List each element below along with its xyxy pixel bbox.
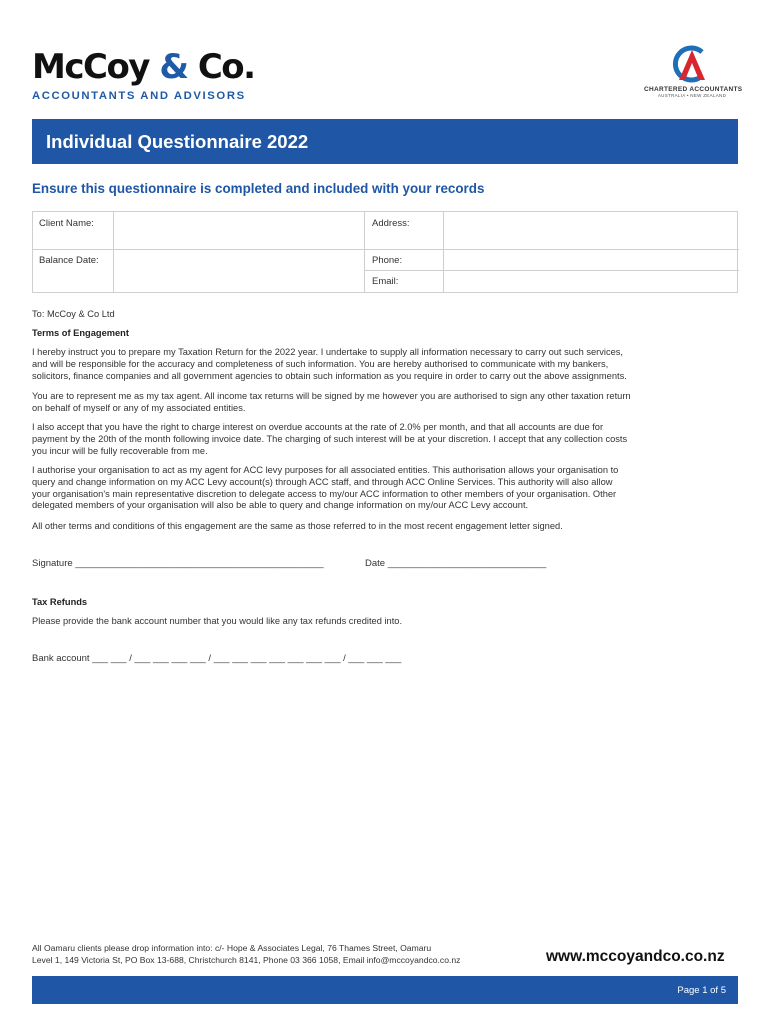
text-line: query and change information on my ACC Levy account(s) through ACC staff, and through ACC Online Services. This authority will also allow (32, 476, 613, 487)
title-bar (32, 119, 738, 164)
mccoy-logo (32, 48, 255, 102)
balance-date-label: Balance Date: (39, 255, 99, 266)
brand-prefix: McCoy (32, 47, 149, 87)
terms-heading: Terms of Engagement (32, 328, 129, 338)
chartered-accountants-logo (644, 44, 743, 98)
text-line: I authorise your organisation to act as my agent for ACC levy purposes for all associated entities. This authorisation allows your organisation to (32, 465, 619, 475)
ca-logo-name: CHARTERED ACCOUNTANTS (644, 86, 743, 93)
bank-account-field[interactable]: ___ ___ / ___ ___ ___ ___ / ___ ___ ___ ___ ___ ___ ___ / ___ ___ ___ (92, 653, 402, 664)
signature-row (32, 558, 324, 569)
bank-account-label: Bank account (32, 653, 90, 664)
addressee: To: McCoy & Co Ltd (32, 309, 115, 319)
text-line: delegated members of your organisation will also be able to query and change information on my/our ACC Levy account. (32, 500, 529, 511)
text-line: and will be responsible for the accuracy and completeness of such information. You are hereby authorised to communicate with my bankers, (32, 358, 609, 369)
brand-name (32, 48, 255, 86)
phone-field[interactable] (444, 250, 737, 270)
client-details-table (32, 211, 738, 293)
text-line: you incur will be fully recoverable from me. (32, 445, 208, 456)
paragraph-tax-agent (32, 391, 738, 415)
brand-ampersand: & (159, 47, 188, 87)
ca-logo-region: AUSTRALIA • NEW ZEALAND (657, 93, 727, 98)
email-label: Email: (372, 276, 399, 287)
date-field[interactable]: ______________________________ (387, 558, 547, 569)
paragraph-acc-levy (32, 465, 738, 512)
page-subtitle: Ensure this questionnaire is completed and included with your records (32, 181, 485, 196)
page-title: Individual Questionnaire 2022 (46, 131, 309, 152)
bank-account-row (32, 653, 401, 664)
text-line: I also accept that you have the right to charge interest on overdue accounts at the rate of 2.0% per month, and that all accounts are due for (32, 422, 604, 432)
page-number: Page 1 of 5 (677, 985, 726, 996)
paragraph-interest (32, 422, 738, 457)
address-field[interactable] (444, 212, 737, 249)
footer-line: All Oamaru clients please drop information into: c/- Hope & Associates Legal, 76 Thames Street, Oamaru (32, 943, 432, 953)
text-line: You are to represent me as my tax agent. All income tax returns will be signed by me however you are authorised to sign any other taxation return (32, 391, 631, 401)
signature-label: Signature (32, 558, 73, 569)
tax-refunds-instruction: Please provide the bank account number that you would like any tax refunds credited into. (32, 616, 403, 626)
phone-label: Phone: (372, 255, 403, 266)
footer-line: Level 1, 149 Victoria St, PO Box 13-688, Christchurch 8141, Phone 03 366 1058, Email info@mccoyandco.co.nz (32, 954, 461, 965)
ca-emblem-icon (672, 44, 712, 84)
paragraph-instruction (32, 347, 738, 382)
paragraph-other-terms: All other terms and conditions of this engagement are the same as those referred to in the most recent engagement letter signed. (32, 521, 563, 531)
text-line: payment by the 20th of the month following invoice date. The charging of such interest will be at your discretion. I accept that any collection costs (32, 433, 628, 444)
text-line: solicitors, finance companies and all government agencies to obtain such information as you require in order to carry out the above assignments. (32, 370, 627, 381)
date-label: Date (365, 558, 386, 569)
balance-date-field[interactable] (114, 250, 363, 292)
date-row (365, 558, 546, 569)
text-line: your organisation's main representative discretion to delegate access to my/our ACC information to other members of your organisation. Other (32, 488, 617, 499)
text-line: on behalf of myself or any of my associated entities. (32, 402, 246, 413)
email-field[interactable] (444, 271, 737, 292)
divider (364, 212, 365, 292)
brand-suffix: Co. (197, 47, 255, 87)
text-line: I hereby instruct you to prepare my Taxation Return for the 2022 year. I undertake to supply all information necessary to carry out such services, (32, 347, 623, 357)
tax-refunds-heading: Tax Refunds (32, 597, 88, 607)
footer-address (32, 943, 460, 966)
signature-field[interactable]: _______________________________________________ (75, 558, 324, 569)
client-name-field[interactable] (114, 212, 363, 249)
address-label: Address: (372, 218, 410, 229)
website-link[interactable]: www.mccoyandco.co.nz (546, 948, 725, 965)
brand-tagline: ACCOUNTANTS AND ADVISORS (32, 90, 246, 102)
client-name-label: Client Name: (39, 218, 94, 229)
footer-bar (32, 976, 738, 1004)
